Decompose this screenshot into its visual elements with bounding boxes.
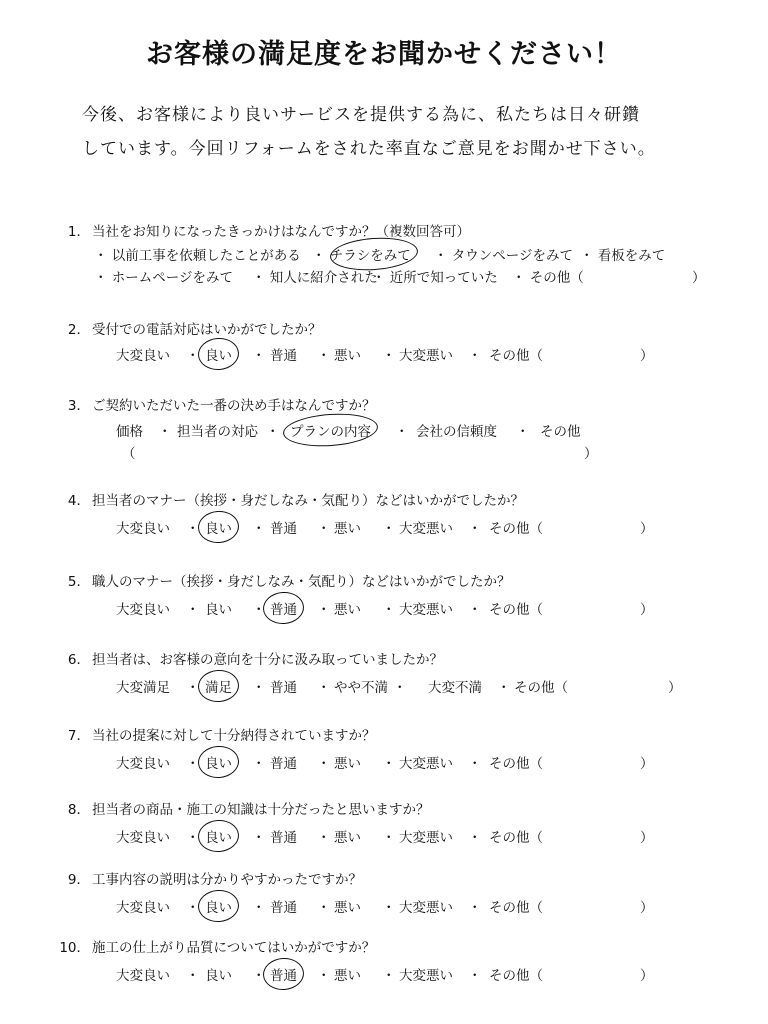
separator-dot: ・ — [317, 602, 331, 618]
selection-circle — [197, 889, 240, 924]
selection-circle — [197, 337, 240, 372]
separator-dot: ・ — [468, 756, 482, 772]
separator-dot: ・ — [252, 348, 266, 364]
question-text: 工事内容の説明は分かりやすかったですか？ — [92, 872, 362, 888]
answer-option[interactable]: 良い — [205, 756, 232, 772]
answer-option[interactable]: 普通 — [270, 348, 297, 364]
separator-dot: ・ — [382, 830, 396, 846]
separator-dot: ・ — [317, 900, 331, 916]
answer-option[interactable]: 悪い — [334, 830, 361, 846]
selection-circle — [262, 957, 305, 992]
answer-option[interactable]: その他（ — [489, 900, 543, 916]
separator-dot: ・ — [186, 900, 200, 916]
question-text: 当社の提案に対して十分納得されていますか？ — [92, 728, 376, 744]
answer-option[interactable]: 担当者の対応 — [177, 424, 258, 440]
selection-circle — [197, 819, 240, 854]
answer-option[interactable]: 満足 — [205, 680, 232, 696]
answer-option[interactable]: 良い — [205, 830, 232, 846]
answer-option[interactable]: 大変悪い — [399, 756, 453, 772]
answer-option[interactable]: 大変悪い — [399, 968, 453, 984]
answer-option[interactable]: 良い — [205, 602, 232, 618]
question-number: 9． — [67, 872, 90, 888]
selection-circle — [197, 745, 240, 780]
answer-option[interactable]: その他（ — [489, 602, 543, 618]
separator-dot: ・ — [393, 680, 407, 696]
question-text: 職人のマナー（挨拶・身だしなみ・気配り）などはいかがでしたか？ — [92, 574, 511, 590]
answer-option[interactable]: 悪い — [334, 521, 361, 537]
question-number: 5． — [67, 574, 90, 590]
answer-option[interactable]: 大変良い — [116, 900, 170, 916]
separator-dot: ・ — [252, 602, 266, 618]
question-number: 8． — [67, 802, 90, 818]
separator-dot: ・ — [252, 521, 266, 537]
answer-option[interactable]: 普通 — [270, 830, 297, 846]
answer-option[interactable]: 良い — [205, 348, 232, 364]
answer-option[interactable]: ） — [584, 446, 598, 462]
intro-line-2: しています。今回リフォームをされた率直なご意見をお聞かせ下さい。 — [82, 139, 656, 159]
answer-option[interactable]: その他（ — [489, 756, 543, 772]
intro-line-1: 今後、お客様により良いサービスを提供する為に、私たちは日々研鑽 — [82, 105, 640, 125]
separator-dot: ・ — [317, 680, 331, 696]
question-number: 4． — [67, 493, 90, 509]
answer-option[interactable]: その他（ — [489, 521, 543, 537]
answer-option[interactable]: ） — [640, 830, 654, 846]
answer-option[interactable]: ・ 以前工事を依頼したことがある — [94, 248, 301, 264]
answer-option[interactable]: ・ ホームページをみて — [94, 270, 234, 286]
answer-option[interactable]: 大変良い — [116, 756, 170, 772]
answer-option[interactable]: ） — [640, 348, 654, 364]
separator-dot: ・ — [382, 968, 396, 984]
separator-dot: ・ — [468, 830, 482, 846]
answer-option[interactable]: 悪い — [334, 900, 361, 916]
answer-option[interactable]: ） — [640, 756, 654, 772]
answer-option[interactable]: 普通 — [270, 900, 297, 916]
answer-option[interactable]: ・ タウンページをみて — [434, 248, 574, 264]
selection-circle — [197, 510, 240, 545]
answer-option[interactable]: 悪い — [334, 602, 361, 618]
question-number: 7． — [67, 728, 90, 744]
answer-option[interactable]: ・ 看板をみて — [580, 248, 666, 264]
separator-dot: ・ — [468, 900, 482, 916]
answer-option[interactable]: 大変悪い — [399, 830, 453, 846]
answer-option[interactable]: 大変良い — [116, 521, 170, 537]
separator-dot: ・ — [317, 968, 331, 984]
separator-dot: ・ — [317, 348, 331, 364]
answer-option[interactable]: 普通 — [270, 602, 297, 618]
separator-dot: ・ — [252, 900, 266, 916]
answer-option[interactable]: 大変良い — [116, 968, 170, 984]
separator-dot: ・ — [382, 521, 396, 537]
separator-dot: ・ — [468, 348, 482, 364]
answer-option[interactable]: その他（ — [514, 680, 568, 696]
answer-option[interactable]: （ — [122, 446, 136, 462]
selection-circle — [262, 591, 305, 626]
separator-dot: ・ — [186, 602, 200, 618]
answer-option[interactable]: ） — [640, 968, 654, 984]
answer-option[interactable]: その他（ — [489, 830, 543, 846]
separator-dot: ・ — [382, 602, 396, 618]
separator-dot: ・ — [468, 602, 482, 618]
question-number: 1． — [67, 224, 90, 240]
separator-dot: ・ — [252, 680, 266, 696]
separator-dot: ・ — [186, 521, 200, 537]
question-number: 6． — [67, 652, 90, 668]
question-number: 10． — [59, 940, 90, 956]
separator-dot: ・ — [468, 968, 482, 984]
answer-option[interactable]: プランの内容 — [290, 424, 371, 440]
separator-dot: ・ — [317, 756, 331, 772]
answer-option[interactable]: ・ チラシをみて — [312, 248, 411, 264]
separator-dot: ・ — [382, 756, 396, 772]
answer-option[interactable]: 普通 — [270, 521, 297, 537]
separator-dot: ・ — [468, 521, 482, 537]
answer-option[interactable]: 価格 — [116, 424, 143, 440]
question-number: 3． — [67, 398, 90, 414]
answer-option[interactable]: 良い — [205, 968, 232, 984]
separator-dot: ・ — [497, 680, 511, 696]
separator-dot: ・ — [252, 756, 266, 772]
answer-option[interactable]: 悪い — [334, 348, 361, 364]
answer-option[interactable]: やや不満 — [334, 680, 388, 696]
selection-circle — [282, 411, 379, 450]
question-text: 施工の仕上がり品質についてはいかがですか？ — [92, 940, 376, 956]
answer-option[interactable]: ） — [640, 521, 654, 537]
answer-option[interactable]: その他（ — [489, 968, 543, 984]
separator-dot: ・ — [186, 756, 200, 772]
separator-dot: ・ — [186, 830, 200, 846]
answer-option[interactable]: ） — [640, 602, 654, 618]
answer-option[interactable]: 良い — [205, 900, 232, 916]
answer-option[interactable]: ） — [692, 270, 706, 286]
question-text: ご契約いただいた一番の決め手はなんですか？ — [92, 398, 376, 414]
question-text: 担当者のマナー（挨拶・身だしなみ・気配り）などはいかがでしたか？ — [92, 493, 524, 509]
separator-dot: ・ — [317, 521, 331, 537]
answer-option[interactable]: 普通 — [270, 680, 297, 696]
answer-option[interactable]: ・ 知人に紹介された — [252, 270, 378, 286]
answer-option[interactable]: 普通 — [270, 756, 297, 772]
separator-dot: ・ — [186, 680, 200, 696]
question-text: 担当者は、お客様の意向を十分に汲み取っていましたか？ — [92, 652, 443, 668]
question-number: 2． — [67, 322, 90, 338]
answer-option[interactable]: 大変悪い — [399, 521, 453, 537]
answer-option[interactable]: その他（ — [489, 348, 543, 364]
answer-option[interactable]: 大変悪い — [399, 348, 453, 364]
answer-option[interactable]: ） — [668, 680, 682, 696]
separator-dot: ・ — [516, 424, 530, 440]
separator-dot: ・ — [382, 900, 396, 916]
answer-option[interactable]: 普通 — [270, 968, 297, 984]
answer-option[interactable]: ・ その他（ — [512, 270, 584, 286]
separator-dot: ・ — [317, 830, 331, 846]
answer-option[interactable]: 大変満足 — [116, 680, 170, 696]
answer-option[interactable]: 大変良い — [116, 830, 170, 846]
answer-option[interactable]: その他 — [540, 424, 581, 440]
selection-circle — [197, 669, 240, 704]
separator-dot: ・ — [252, 968, 266, 984]
question-text: 受付での電話対応はいかがでしたか？ — [92, 322, 322, 338]
separator-dot: ・ — [186, 348, 200, 364]
answer-option[interactable]: 大変悪い — [399, 602, 453, 618]
page-title: お客様の満足度をお聞かせください！ — [146, 39, 622, 70]
separator-dot: ・ — [252, 830, 266, 846]
separator-dot: ・ — [186, 968, 200, 984]
answer-option[interactable]: ・ 近所で知っていた — [372, 270, 498, 286]
separator-dot: ・ — [158, 424, 172, 440]
answer-option[interactable]: 大変良い — [116, 348, 170, 364]
answer-option[interactable]: 大変良い — [116, 602, 170, 618]
answer-option[interactable]: 大変悪い — [399, 900, 453, 916]
answer-option[interactable]: 良い — [205, 521, 232, 537]
answer-option[interactable]: 悪い — [334, 968, 361, 984]
question-text: 当社をお知りになったきっかけはなんですか？（複数回答可） — [92, 224, 470, 240]
answer-option[interactable]: 悪い — [334, 756, 361, 772]
answer-option[interactable]: ） — [640, 900, 654, 916]
separator-dot: ・ — [395, 424, 409, 440]
separator-dot: ・ — [382, 348, 396, 364]
separator-dot: ・ — [266, 424, 280, 440]
answer-option[interactable]: 大変不満 — [428, 680, 482, 696]
answer-option[interactable]: 会社の信頼度 — [416, 424, 497, 440]
question-text: 担当者の商品・施工の知識は十分だったと思いますか？ — [92, 802, 430, 818]
